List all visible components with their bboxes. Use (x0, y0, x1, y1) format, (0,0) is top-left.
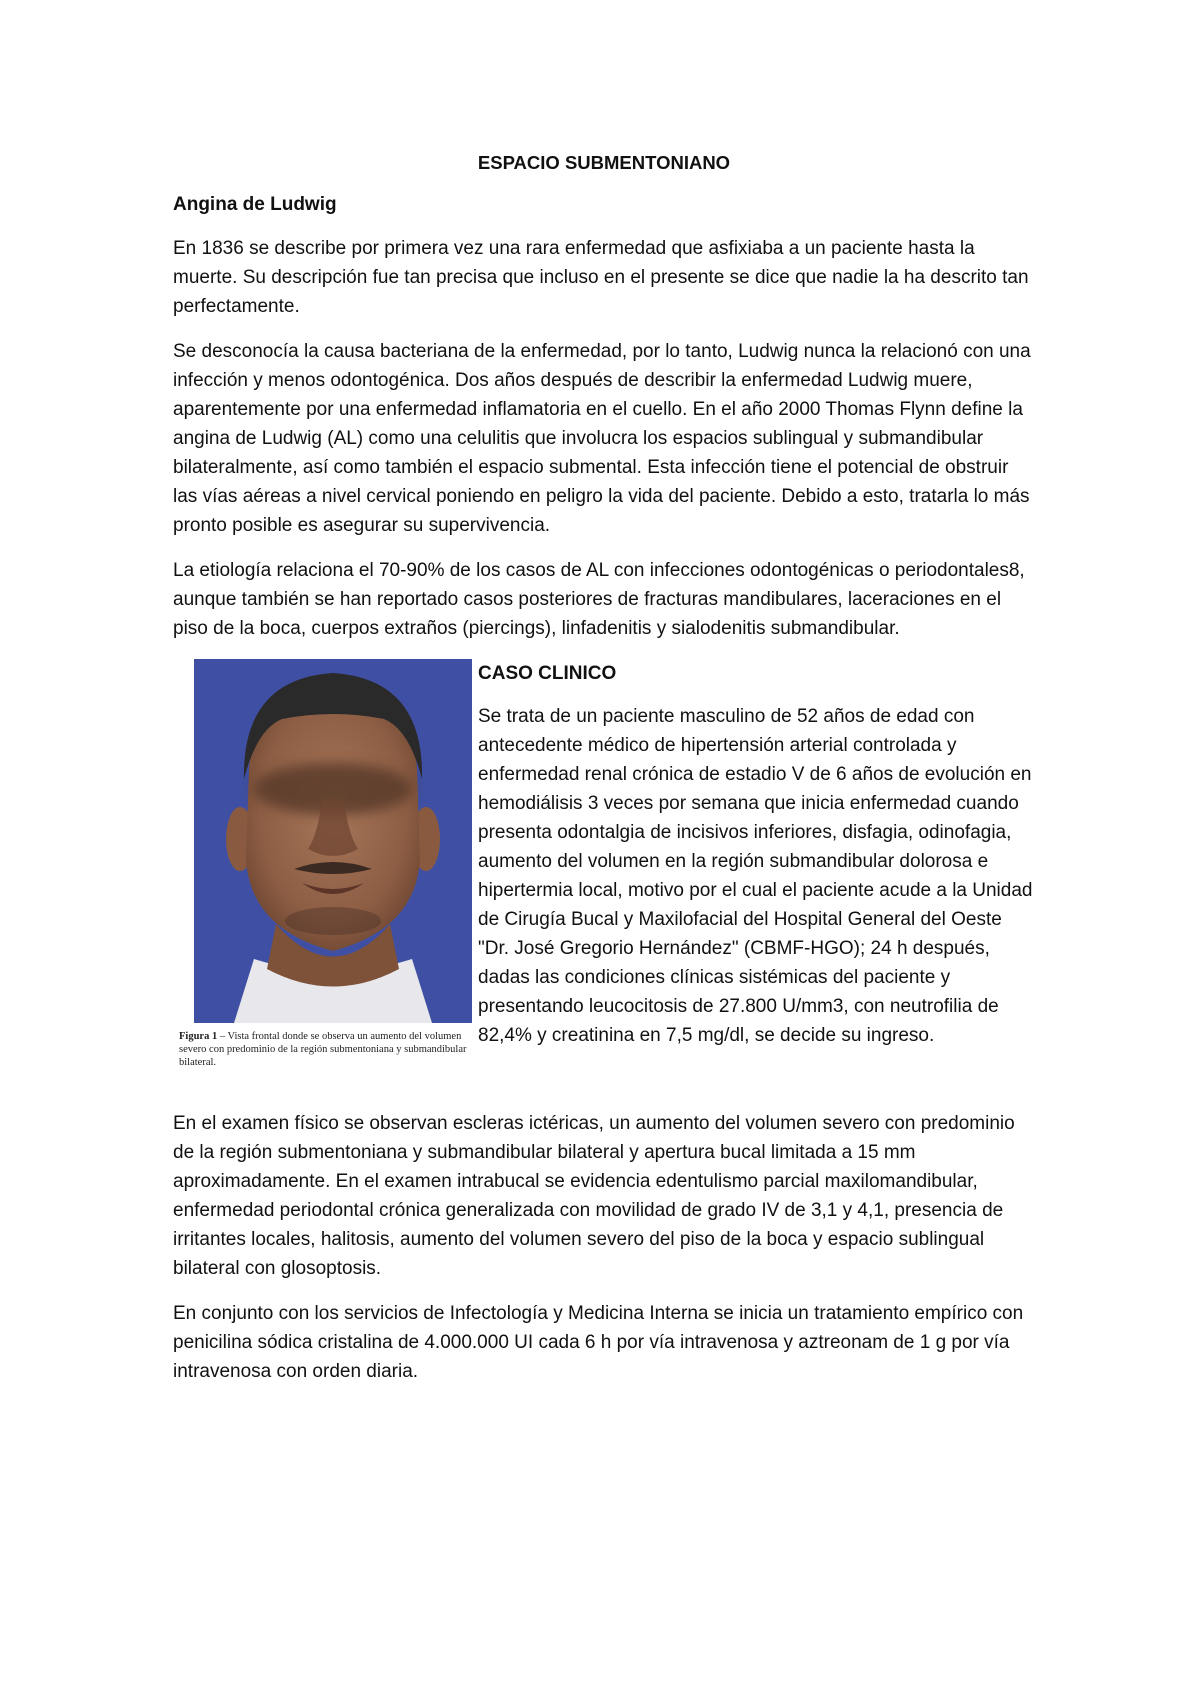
intro-paragraph-2: Se desconocía la causa bacteriana de la enfermedad, por lo tanto, Ludwig nunca la relacionó con una infección y menos odontogénica. Dos años después de describir la enfermedad Ludwig muere, aparentemente por una enfermedad inflamatoria en el cuello. En el año 2000 Thomas Flynn define la angina de Ludwig (AL) como una celulitis que involucra los espacios sublingual y submandibular bilateralmente, así como también el espacio submental. Esta infección tiene el potencial de obstruir las vías aéreas a nivel cervical poniendo en peligro la vida del paciente. Debido a esto, tratarla lo más pronto posible es asegurar su supervivencia. (173, 341, 1031, 536)
case-paragraph: Se trata de un paciente masculino de 52 años de edad con antecedente médico de hipertensión arterial controlada y enfermedad renal crónica de estadio V de 6 años de evolución en hemodiálisis 3 veces por semana que inicia enfermedad cuando presenta odontalgia de incisivos inferiores, disfagia, odinofagia, aumento del volumen en la región submandibular dolorosa e hipertermia local, motivo por el cual el paciente acude a la Unidad de Cirugía Bucal y Maxilofacial del Hospital General del Oeste "Dr. José Gregorio Hernández" (CBMF-HGO); 24 h después, dadas las condiciones clínicas sistémicas del paciente y presentando leucocitosis de 27.800 U/mm3, con neutrofilia de 82,4% y creatinina en 7,5 mg/dl, se decide su ingreso. (478, 706, 1033, 1046)
page-title: ESPACIO SUBMENTONIANO (477, 152, 731, 173)
case-heading: CASO CLINICO (478, 663, 617, 684)
intro-paragraph-3: La etiología relaciona el 70-90% de los casos de AL con infecciones odontogénicas o periodontales8, aunque también se han reportado casos posteriores de fracturas mandibulares, laceraciones en el piso de la boca, cuerpos extraños (piercings), linfadenitis y sialodenitis submandibular. (173, 560, 1025, 639)
case-section (173, 659, 1035, 1099)
document-body (173, 148, 1035, 1402)
exam-paragraph: En el examen físico se observan escleras ictéricas, un aumento del volumen severo con predominio de la región submentoniana y submandibular bilateral y apertura bucal limitada a 15 mm aproximadamente. En el examen intrabucal se evidencia edentulismo parcial maxilomandibular, enfermedad periodontal crónica generalizada con movilidad de grado IV de 3,1 y 4,1, presencia de irritantes locales, halitosis, aumento del volumen severo del piso de la boca y espacio sublingual bilateral con glosoptosis. (173, 1113, 1015, 1279)
case-clinical (478, 659, 1035, 1050)
caption-text: – Vista frontal donde se observa un aumento del volumen severo con predominio de la región submentoniana y submandibular bilateral. (179, 1031, 467, 1068)
patient-photo-illustration (194, 659, 472, 1023)
section-heading: Angina de Ludwig (173, 194, 337, 215)
figure-1 (173, 659, 467, 1068)
intro-paragraph-1: En 1836 se describe por primera vez una rara enfermedad que asfixiaba a un paciente hasta la muerte. Su descripción fue tan precisa que incluso en el presente se dice que nadie la ha descrito tan perfectamente. (173, 238, 1029, 317)
caption-label: Figura 1 (179, 1031, 218, 1042)
patient-photo (194, 659, 472, 1023)
figure-caption (179, 1030, 469, 1069)
treatment-paragraph: En conjunto con los servicios de Infectología y Medicina Interna se inicia un tratamiento empírico con penicilina sódica cristalina de 4.000.000 UI cada 6 h por vía intravenosa y aztreonam de 1 g por vía intravenosa con orden diaria. (173, 1303, 1024, 1382)
